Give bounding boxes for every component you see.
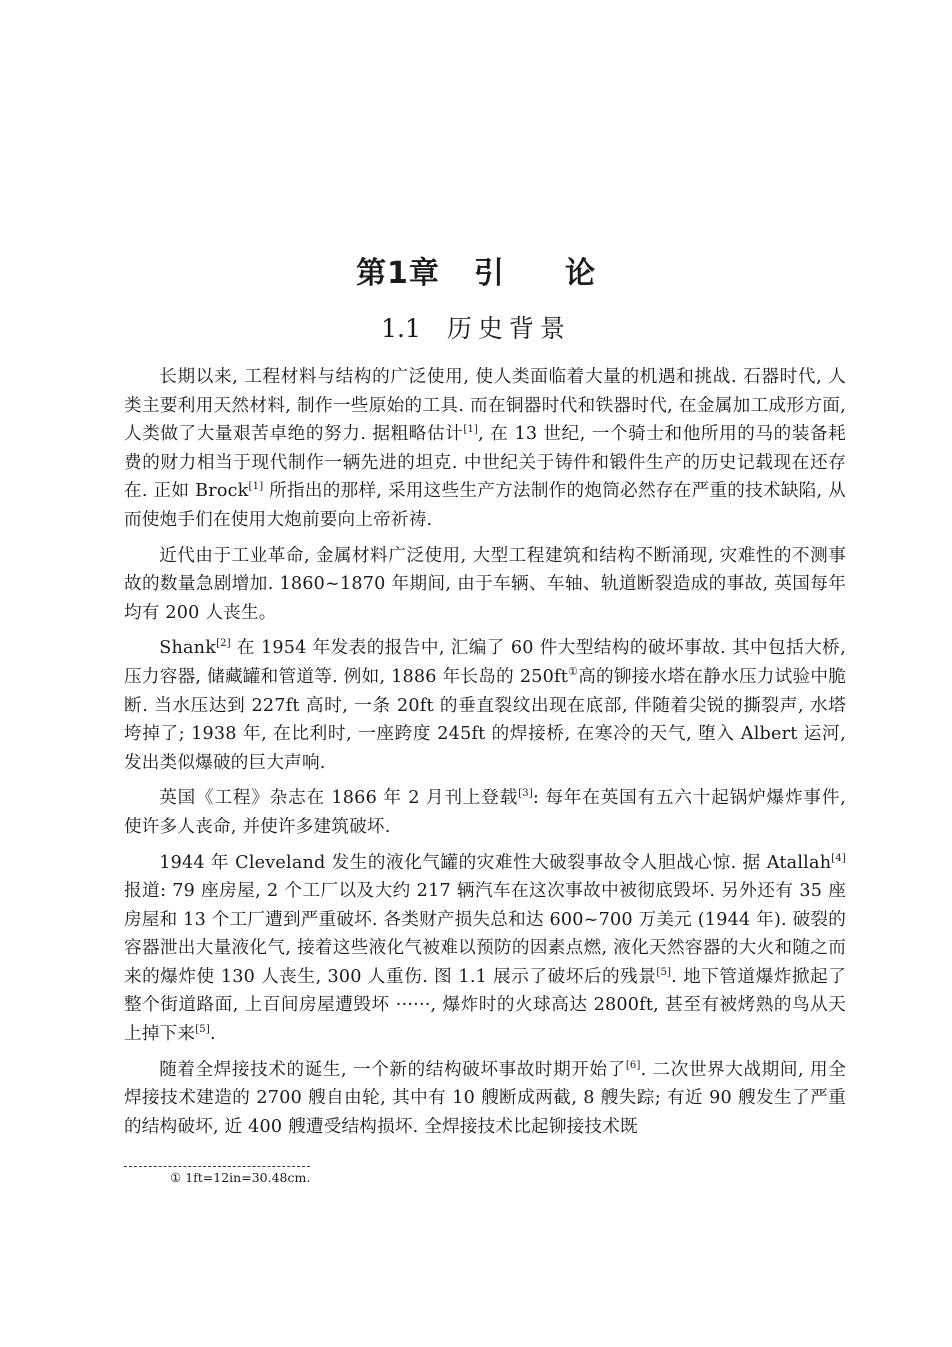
footnote-marker: ① [170, 1170, 182, 1185]
paragraph-3 [124, 634, 846, 777]
footnote [170, 1170, 310, 1185]
paragraph-text: 高的铆接水塔在静水压力试验中脆断. 当水压达到 227ft 高时, 一条 20ft 的垂直裂纹出现在底部, 伴随着尖锐的撕裂声, 水塔垮掉了; 1938 年, 在比利时, 一座跨度 245ft 的焊接桥, 在寒冷的天气, 堕入 Albert 运河, 发出类似爆破的巨大声响. [124, 666, 846, 773]
paragraph-text: Shank [159, 638, 217, 659]
paragraph-text: 所指出的那样, 采用这些生产方法制作的炮筒必然存在严重的技术缺陷, 从而使炮手们在使用大炮前要向上帝祈祷. [124, 481, 846, 530]
citation: [4] [831, 852, 846, 864]
citation: [3] [518, 788, 533, 800]
citation: [5] [656, 967, 672, 979]
citation: [5] [195, 1024, 210, 1036]
paragraph-text: . [209, 1024, 216, 1045]
paragraph-text: , 在 13 世纪, 一个骑士和他所用的马的装备耗费的财力相当于现代制作一辆先进的坦克. 中世纪关于铸件和锻件生产的历史记载现在还存在. 正如 Brock [124, 424, 847, 502]
section-number: 1.1 [381, 314, 421, 343]
paragraph-text: 长期以来, 工程材料与结构的广泛使用, 使人类面临着大量的机遇和挑战. 石器时代, 人类主要利用天然材料, 制作一些原始的工具. 而在铜器时代和铁器时代, 在金属加工成形方面, 人类做了大量艰苦卓绝的努力. 据粗略估计 [124, 367, 846, 445]
paragraph-text: 英国《工程》杂志在 1866 年 2 月刊上登载 [159, 788, 519, 809]
paragraph-1 [124, 363, 846, 535]
body-text [124, 363, 846, 1141]
footnote-marker: ① [567, 665, 579, 679]
paragraph-text: . 二次世界大战期间, 用全焊接技术建造的 2700 艘自由轮, 其中有 10 艘断成两截, 8 艘失踪; 有近 90 艘发生了严重的结构破坏, 近 400 艘遭受结构损坏. 全焊接技术比起铆接技术既 [124, 1059, 846, 1137]
paragraph-5 [124, 849, 846, 1049]
paragraph-text: : 每年在英国有五六十起锅炉爆炸事件, 使许多人丧命, 并使许多建筑破坏. [124, 788, 846, 837]
chapter-title [0, 248, 952, 292]
chapter-label: 第1章 [356, 256, 440, 291]
citation: [6] [625, 1059, 641, 1071]
chapter-title-part2: 论 [564, 256, 596, 291]
citation: [1] [463, 424, 479, 436]
paragraph-text: 报道: 79 座房屋, 2 个工厂以及大约 217 辆汽车在这次事故中被彻底毁坏. 另外还有 35 座房屋和 13 个工厂遭到严重破坏. 各类财产损失总和达 600~700 万美元 (1944 年). 破裂的容器泄出大量液化气, 接着这些液化气被难以预防的因素点燃, 液化天然容器的大火和随之而来的爆炸使 130 人丧生, 300 人重伤. 图 1.1 展示了破坏后的残景 [124, 881, 846, 987]
paragraph-text: 随着全焊接技术的诞生, 一个新的结构破坏事故时期开始了 [159, 1059, 626, 1080]
citation: [1] [248, 481, 264, 493]
footnote-divider [124, 1166, 310, 1167]
paragraph-2 [124, 542, 846, 628]
paragraph-text: . 地下管道爆炸掀起了整个街道路面, 上百间房屋遭毁坏 ······, 爆炸时的火球高达 2800ft, 甚至有被烤熟的鸟从天上掉下来 [124, 966, 847, 1045]
paragraph-text: 1944 年 Cleveland 发生的液化气罐的灾难性大破裂事故令人胆战心惊. 据 Atallah [159, 852, 832, 873]
paragraph-6 [124, 1056, 846, 1142]
footnote-text: 1ft=12in=30.48cm. [181, 1170, 311, 1185]
section-heading: 历史背景 [446, 314, 571, 343]
citation: [2] [216, 638, 231, 650]
paragraph-text: 近代由于工业革命, 金属材料广泛使用, 大型工程建筑和结构不断涌现, 灾难性的不测事故的数量急剧增加. 1860~1870 年期间, 由于车辆、车轴、轨道断裂造成的事故, 英国每年均有 200 人丧生。 [124, 545, 846, 623]
chapter-title-part1: 引 [473, 256, 505, 291]
paragraph-text: 在 1954 年发表的报告中, 汇编了 60 件大型结构的破坏事故. 其中包括大桥, 压力容器, 储藏罐和管道等. 例如, 1886 年长岛的 250ft [124, 638, 846, 687]
section-title [0, 309, 952, 345]
paragraph-4 [124, 784, 846, 841]
